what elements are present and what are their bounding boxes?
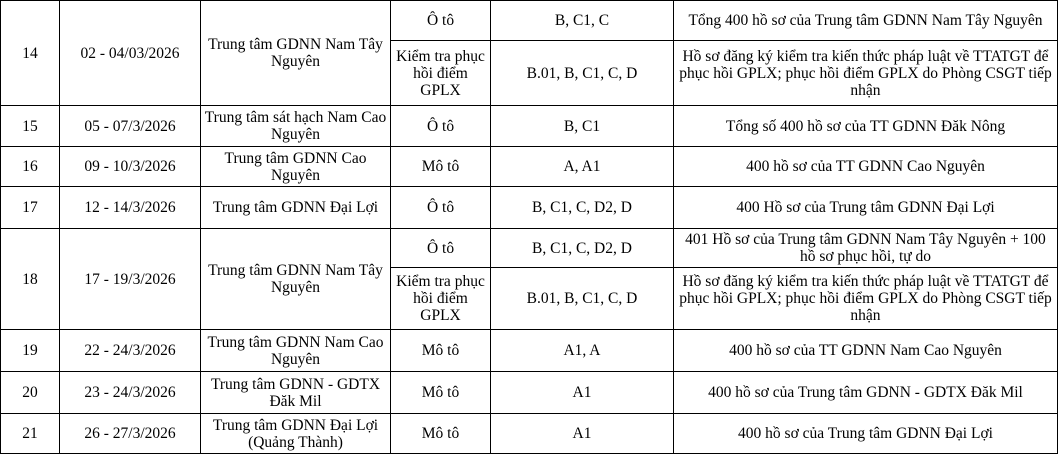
vehicle-type-cell: Ô tô [391,1,491,41]
table-row [1,372,1058,414]
date-cell: 02 - 04/03/2026 [60,1,201,106]
note-cell: 400 hồ sơ của Trung tâm GDNN - GDTX Đăk Mil [674,372,1058,414]
center-cell: Trung tâm GDNN Nam Tây Nguyên [201,1,391,106]
stt-cell: 19 [1,330,60,372]
date-cell: 12 - 14/3/2026 [60,187,201,229]
note-cell: Hồ sơ đăng ký kiểm tra kiến thức pháp luật về TTATGT để phục hồi GPLX; phục hồi điểm GPLX do Phòng CSGT tiếp nhận [674,41,1058,106]
center-cell: Trung tâm GDNN Nam Tây Nguyên [201,229,391,330]
date-cell: 09 - 10/3/2026 [60,147,201,187]
stt-cell: 16 [1,147,60,187]
license-class-cell: B, C1, C, D2, D [491,229,674,268]
vehicle-type-cell: Ô tô [391,229,491,268]
note-cell: Tổng 400 hồ sơ của Trung tâm GDNN Nam Tây Nguyên [674,1,1058,41]
center-cell: Trung tâm GDNN Đại Lợi (Quảng Thành) [201,414,391,454]
license-class-cell: B, C1, C [491,1,674,41]
note-cell: 400 Hồ sơ của Trung tâm GDNN Đại Lợi [674,187,1058,229]
stt-cell: 18 [1,229,60,330]
center-cell: Trung tâm GDNN - GDTX Đăk Mil [201,372,391,414]
vehicle-type-cell: Kiểm tra phục hồi điểm GPLX [391,41,491,106]
table-row [1,1,1058,41]
table-row [1,330,1058,372]
table-row [1,106,1058,147]
note-cell: Hồ sơ đăng ký kiểm tra kiến thức pháp luật về TTATGT để phục hồi GPLX; phục hồi điểm GPLX do Phòng CSGT tiếp nhận [674,268,1058,330]
table-row [1,414,1058,454]
stt-cell: 14 [1,1,60,106]
license-class-cell: A1, A [491,330,674,372]
stt-cell: 21 [1,414,60,454]
center-cell: Trung tâm GDNN Đại Lợi [201,187,391,229]
vehicle-type-cell: Mô tô [391,147,491,187]
date-cell: 23 - 24/3/2026 [60,372,201,414]
note-cell: 401 Hồ sơ của Trung tâm GDNN Nam Tây Nguyên + 100 hồ sơ phục hồi, tự do [674,229,1058,268]
license-class-cell: B.01, B, C1, C, D [491,41,674,106]
license-class-cell: B, C1 [491,106,674,147]
date-cell: 05 - 07/3/2026 [60,106,201,147]
stt-cell: 15 [1,106,60,147]
license-class-cell: B, C1, C, D2, D [491,187,674,229]
table-row [1,147,1058,187]
license-class-cell: A1 [491,414,674,454]
center-cell: Trung tâm GDNN Nam Cao Nguyên [201,330,391,372]
table-row [1,229,1058,268]
note-cell: 400 hồ sơ của TT GDNN Cao Nguyên [674,147,1058,187]
stt-cell: 17 [1,187,60,229]
center-cell: Trung tâm sát hạch Nam Cao Nguyên [201,106,391,147]
table-row [1,187,1058,229]
vehicle-type-cell: Mô tô [391,330,491,372]
center-cell: Trung tâm GDNN Cao Nguyên [201,147,391,187]
date-cell: 26 - 27/3/2026 [60,414,201,454]
note-cell: 400 hồ sơ của Trung tâm GDNN Đại Lợi [674,414,1058,454]
vehicle-type-cell: Ô tô [391,187,491,229]
license-class-cell: A, A1 [491,147,674,187]
date-cell: 22 - 24/3/2026 [60,330,201,372]
note-cell: Tổng số 400 hồ sơ của TT GDNN Đăk Nông [674,106,1058,147]
license-class-cell: A1 [491,372,674,414]
date-cell: 17 - 19/3/2026 [60,229,201,330]
stt-cell: 20 [1,372,60,414]
note-cell: 400 hồ sơ của TT GDNN Nam Cao Nguyên [674,330,1058,372]
vehicle-type-cell: Ô tô [391,106,491,147]
vehicle-type-cell: Kiểm tra phục hồi điểm GPLX [391,268,491,330]
vehicle-type-cell: Mô tô [391,414,491,454]
vehicle-type-cell: Mô tô [391,372,491,414]
license-class-cell: B.01, B, C1, C, D [491,268,674,330]
